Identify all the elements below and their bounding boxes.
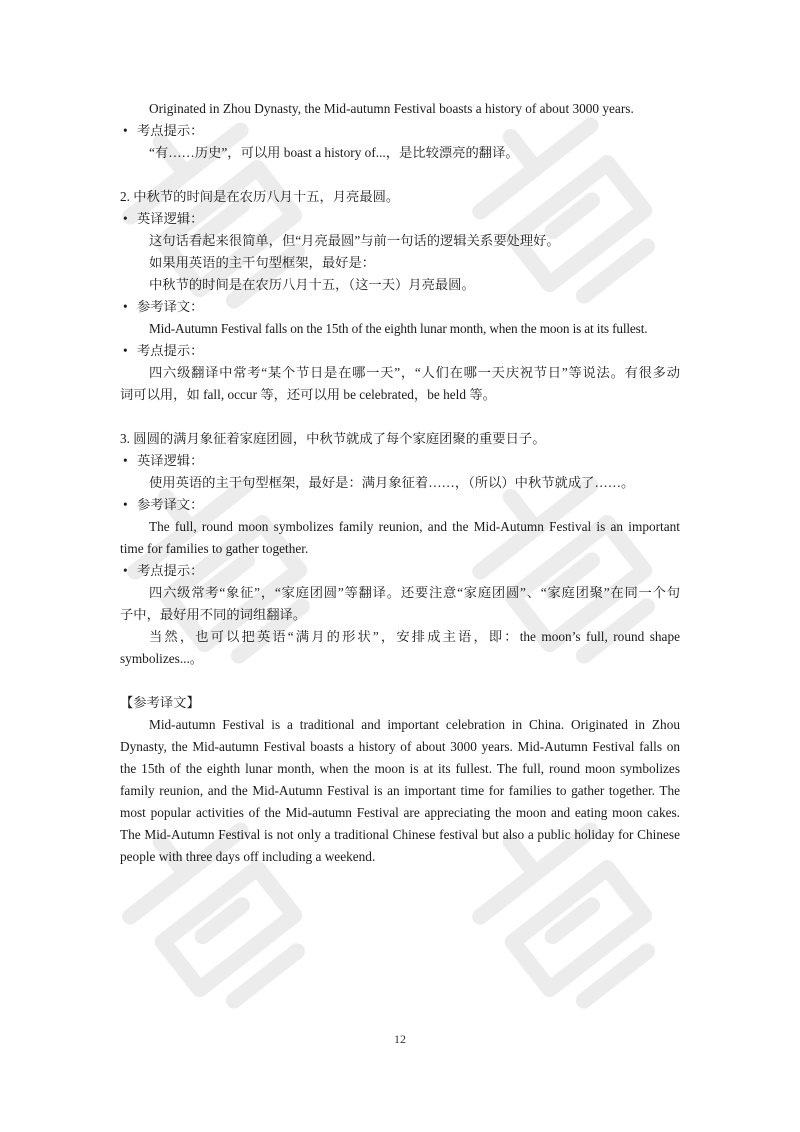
item3-extra-line: 当然，也可以把英语“满月的形状”，安排成主语，即：the moon’s full, round shape	[149, 629, 680, 644]
item3-extra-line: symbolizes...。	[120, 651, 204, 666]
item2-tip-label: • 考点提示：	[120, 340, 680, 362]
item2-logic-line: 这句话看起来很简单，但“月亮最圆”与前一句话的逻辑关系要处理好。	[149, 233, 560, 248]
item2-heading: 2. 中秋节的时间是在农历八月十五，月亮最圆。	[120, 189, 400, 204]
item3-tip-label: • 考点提示：	[120, 560, 680, 582]
intro-line: Originated in Zhou Dynasty, the Mid-autumn Festival boasts a history of about 3000 years.	[149, 101, 634, 116]
reference-paragraph: Mid-autumn Festival is a traditional and important celebration in China. Originated in Zhou Dynasty, the Mid-autumn Festival boasts a history of about 3000 years. Mid-Autumn Festival falls on the 15th of the eighth lunar month, when the moon is at its fullest. The full, round moon symbolizes family reunion, and the Mid-Autumn Festival is an important time for families to gather together. The most popular activities of the Mid-autumn Festival are appreciating the moon and eating moon cakes. The Mid-Autumn Festival is not only a traditional Chinese festival but also a public holiday for Chinese people with three days off including a weekend.	[120, 717, 680, 864]
bullet-icon: •	[123, 453, 128, 468]
bullet-icon: •	[123, 563, 128, 578]
page-number: 12	[394, 1032, 406, 1046]
item1-tip-label: • 考点提示：	[120, 120, 680, 142]
item2-logic-line: 中秋节的时间是在农历八月十五，（这一天）月亮最圆。	[149, 277, 475, 292]
item2-translation: Mid-Autumn Festival falls on the 15th of the eighth lunar month, when the moon is at its fullest.	[149, 321, 648, 336]
item2-tip-line: 四六级翻译中常考“某个节日是在哪一天”，“人们在哪一天庆祝节日”等说法。有很多动	[149, 365, 680, 380]
item3-tip-line: 子中，最好用不同的词组翻译。	[120, 607, 307, 622]
item2-tip-line: 词可以用，如 fall, occur 等，还可以用 be celebrated，be held 等。	[120, 387, 496, 402]
item2-translation-label: • 参考译文：	[120, 296, 680, 318]
bullet-icon: •	[123, 497, 128, 512]
reference-title: 【参考译文】	[120, 695, 200, 710]
item3-translation-line: time for families to gather together.	[120, 541, 309, 556]
bullet-icon: •	[123, 299, 128, 314]
item3-translation-line: The full, round moon symbolizes family reunion, and the Mid-Autumn Festival is an important	[149, 519, 680, 534]
document-body	[120, 98, 680, 868]
bullet-icon: •	[123, 211, 128, 226]
item3-logic-text: 使用英语的主干句型框架，最好是：满月象征着……，（所以）中秋节就成了……。	[149, 475, 635, 490]
item1-tip-text: “有……历史”，可以用 boast a history of...，是比较漂亮的翻译。	[149, 145, 519, 160]
item3-heading: 3. 圆圆的满月象征着家庭团圆，中秋节就成了每个家庭团聚的重要日子。	[120, 431, 546, 446]
item2-logic-label: • 英译逻辑：	[120, 208, 680, 230]
item3-tip-line: 四六级常考“象征”，“家庭团圆”等翻译。还要注意“家庭团圆”、“家庭团聚”在同一个句	[149, 585, 680, 600]
item2-logic-line: 如果用英语的主干句型框架，最好是：	[149, 255, 376, 270]
item3-logic-label: • 英译逻辑：	[120, 450, 680, 472]
item3-translation-label: • 参考译文：	[120, 494, 680, 516]
bullet-icon: •	[123, 123, 128, 138]
bullet-icon: •	[123, 343, 128, 358]
